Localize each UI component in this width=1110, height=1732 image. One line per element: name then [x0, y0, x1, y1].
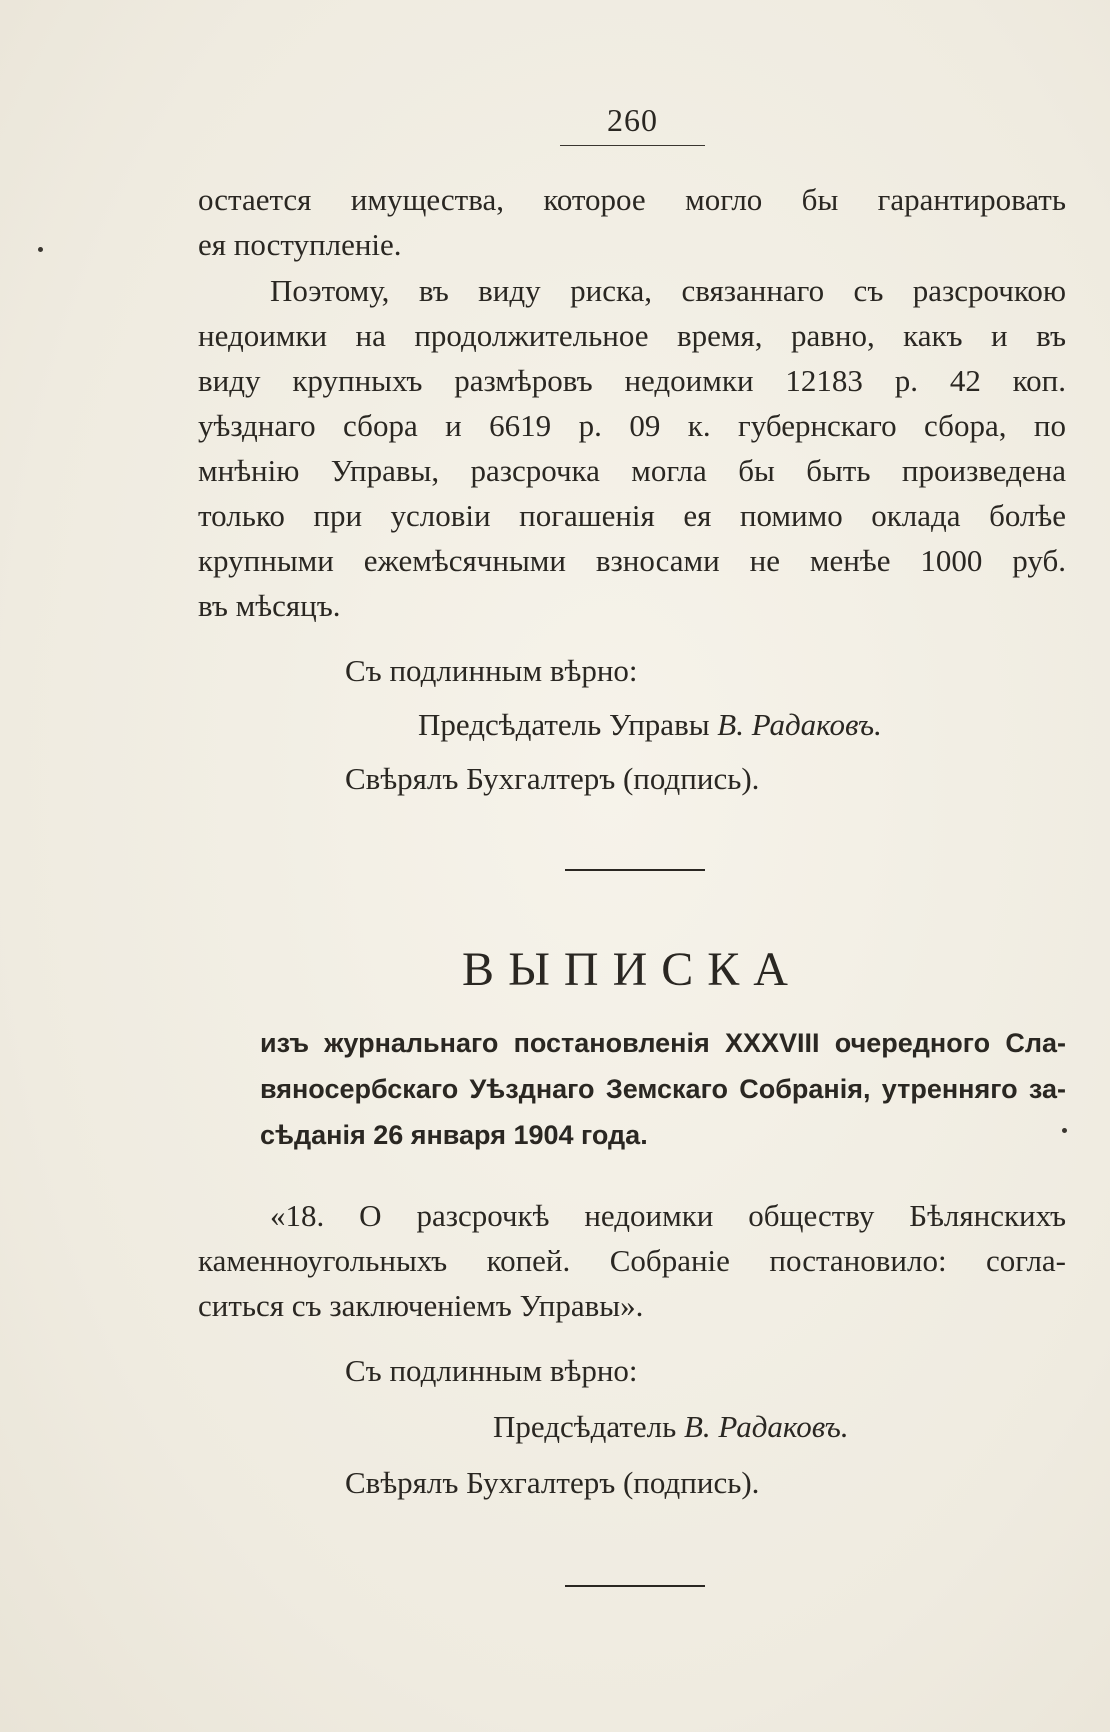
- text-line: Поэтому, въ виду риска, связаннаго съ разсрочкою: [270, 273, 1066, 308]
- subheading-line: сѣданія 26 января 1904 года.: [260, 1120, 648, 1150]
- text-line: мнѣнію Управы, разсрочка могла бы быть произведена: [198, 453, 1066, 488]
- bottom-divider: [565, 1585, 705, 1587]
- text-line: виду крупныхъ размѣровъ недоимки 12183 р. 42 коп.: [198, 363, 1066, 398]
- certification-chairman: [418, 702, 882, 747]
- text-line: остается имущества, которое могло бы гарантировать: [198, 182, 1066, 217]
- chairman-label: Предсѣдатель: [493, 1409, 677, 1444]
- extract-subheading: [260, 1020, 1066, 1158]
- certification-checked: Свѣрялъ Бухгалтеръ (подпись).: [345, 1465, 760, 1500]
- subheading-line: вяносербскаго Уѣзднаго Земскаго Собранія, утренняго за-: [260, 1074, 1066, 1104]
- page-number-block: [560, 102, 705, 139]
- text-line: «18. О разсрочкѣ недоимки обществу Бѣлянскихъ: [270, 1198, 1066, 1233]
- paragraph-continuation: [198, 177, 1066, 267]
- subheading-line: изъ журнальнаго постановленія XXXVIII очередного Сла-: [260, 1028, 1066, 1058]
- section-divider: [565, 869, 705, 871]
- resolution-paragraph: [198, 1193, 1066, 1328]
- text-line: каменноугольныхъ копей. Собраніе постановило: согла-: [198, 1243, 1066, 1278]
- page-number: 260: [607, 102, 658, 138]
- text-line: только при условіи погашенія ея помимо оклада болѣе: [198, 498, 1066, 533]
- text-line: уѣзднаго сбора и 6619 р. 09 к. губернскаго сбора, по: [198, 408, 1066, 443]
- certification-verified: Съ подлинным вѣрно:: [345, 653, 638, 688]
- text-line: крупными ежемѣсячными взносами не менѣе 1000 руб.: [198, 543, 1066, 578]
- margin-mark: [38, 247, 43, 252]
- paragraph-risk: [198, 268, 1066, 628]
- margin-mark: [1062, 1128, 1067, 1133]
- chairman-label: Предсѣдатель Управы: [418, 707, 710, 742]
- chairman-signature: В. Радаковъ.: [717, 707, 882, 742]
- certification-chairman: [493, 1404, 849, 1449]
- text-line: въ мѣсяцъ.: [198, 588, 341, 623]
- text-line: ея поступленіе.: [198, 227, 402, 262]
- extract-heading: ВЫПИСКА: [462, 943, 802, 996]
- chairman-signature: В. Радаковъ.: [684, 1409, 849, 1444]
- certification-checked: Свѣрялъ Бухгалтеръ (подпись).: [345, 761, 760, 796]
- text-line: недоимки на продолжительное время, равно, какъ и въ: [198, 318, 1066, 353]
- page-number-underline: [560, 145, 705, 146]
- certification-verified: Съ подлинным вѣрно:: [345, 1353, 638, 1388]
- text-line: ситься съ заключеніемъ Управы».: [198, 1288, 644, 1323]
